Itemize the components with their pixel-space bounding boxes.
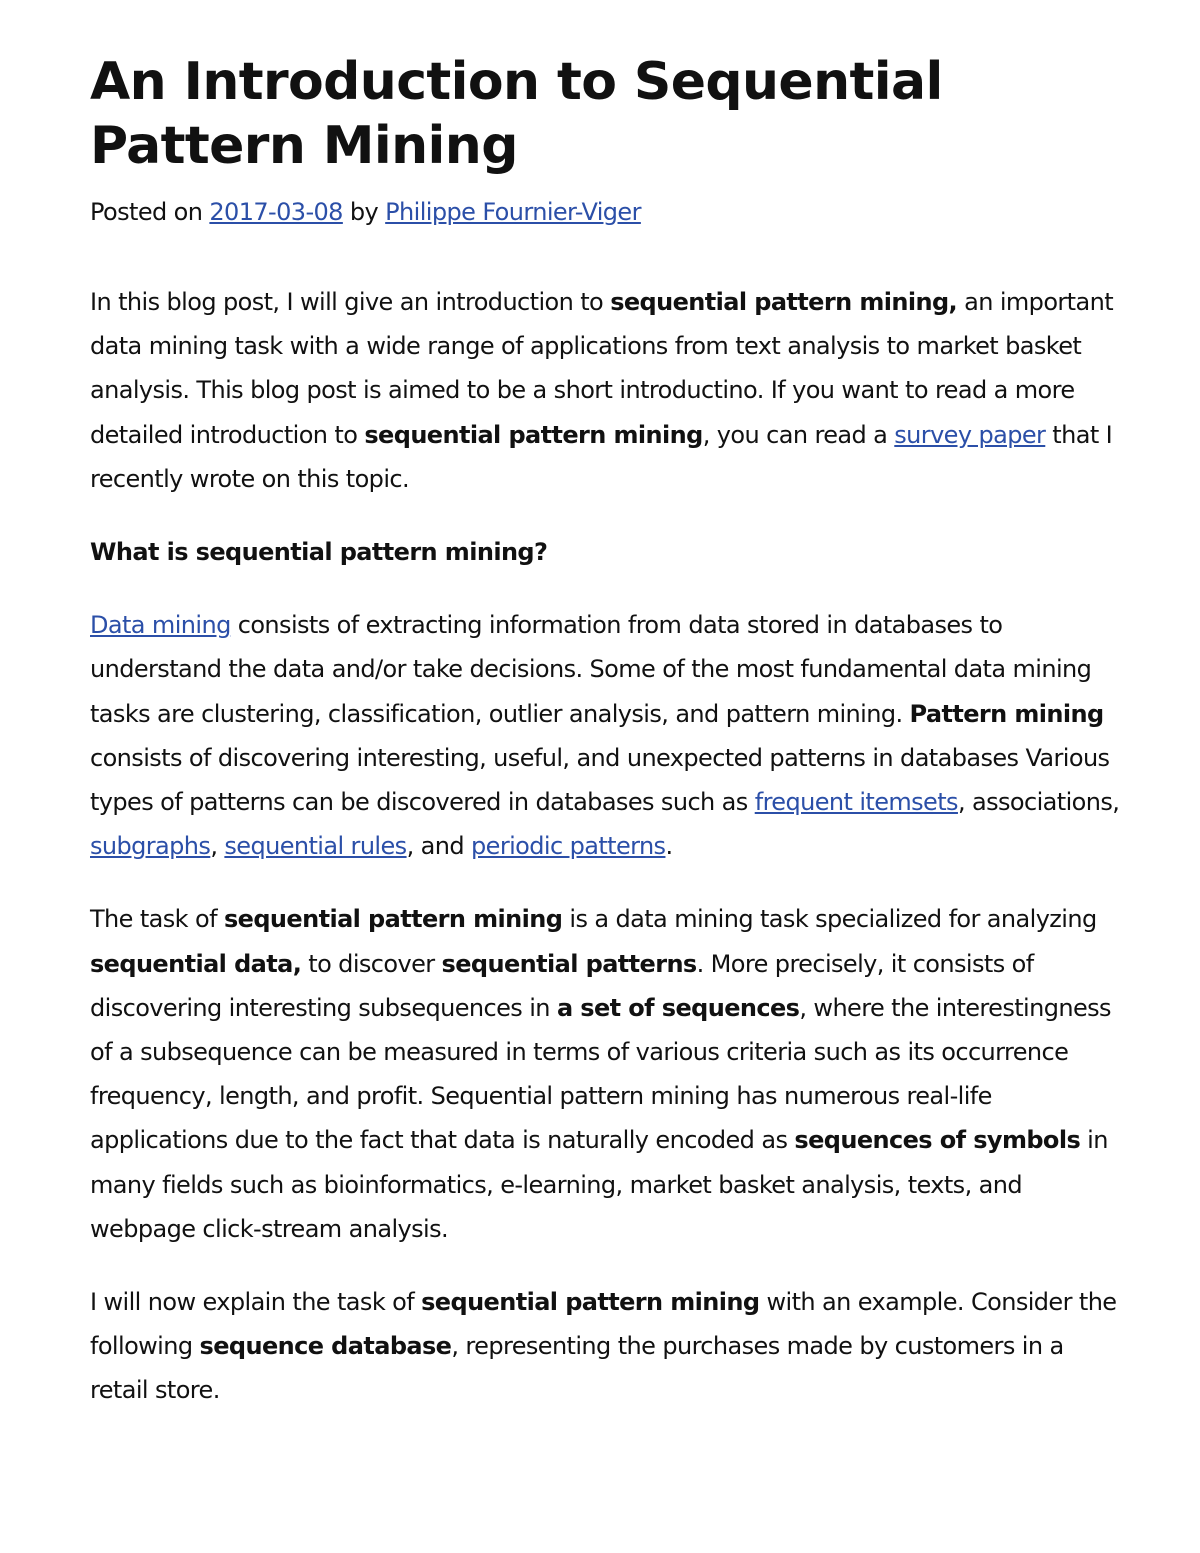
example-paragraph xyxy=(90,1280,1120,1413)
bold-text: sequential pattern mining xyxy=(364,420,703,449)
by-label: by xyxy=(349,198,379,226)
frequent-itemsets-link[interactable]: frequent itemsets xyxy=(754,788,958,817)
intro-paragraph xyxy=(90,280,1120,501)
text: , associations, xyxy=(957,788,1120,817)
bold-text: sequence database xyxy=(199,1332,452,1361)
text: that I recently wrote on this topic. xyxy=(90,420,1113,493)
data-mining-link[interactable]: Data mining xyxy=(90,611,231,640)
bold-text: sequential pattern mining xyxy=(421,1288,760,1317)
author-link[interactable]: Philippe Fournier-Viger xyxy=(385,198,641,226)
text: to discover xyxy=(301,949,442,978)
bold-text: Pattern mining xyxy=(909,699,1104,728)
text: , xyxy=(210,832,225,861)
bold-text: sequences of symbols xyxy=(794,1126,1081,1155)
task-paragraph xyxy=(90,897,1120,1251)
text: with an example. Consider the following xyxy=(90,1288,1117,1361)
text: , representing the purchases made by customers in a retail store. xyxy=(90,1332,1064,1405)
text: , and xyxy=(406,832,472,861)
posted-on-label: Posted on xyxy=(90,198,203,226)
text: an important data mining task with a wide range of applications from text analysis to market basket analysis. This blog post is aimed to be a short introductino. If you want to read a more detailed introduction to xyxy=(90,288,1114,449)
bold-text: a set of sequences xyxy=(556,993,800,1022)
text: in many fields such as bioinformatics, e-learning, market basket analysis, texts, and webpage click-stream analysis. xyxy=(90,1126,1108,1243)
article xyxy=(90,50,1120,1413)
sequential-rules-link[interactable]: sequential rules xyxy=(224,832,407,861)
bold-text: sequential pattern mining xyxy=(223,905,563,934)
section-heading: What is sequential pattern mining? xyxy=(90,538,548,567)
text: . xyxy=(665,832,673,861)
survey-paper-link[interactable]: survey paper xyxy=(894,420,1046,449)
subgraphs-link[interactable]: subgraphs xyxy=(90,832,211,861)
data-mining-paragraph xyxy=(90,603,1120,868)
text: , you can read a xyxy=(702,420,895,449)
text: consists of extracting information from data stored in databases to understand the data and/or take decisions. Some of the most fundamental data mining tasks are clustering, classification, outlier analysis, and pattern mining. xyxy=(90,611,1092,728)
text: The task of xyxy=(90,905,224,934)
text: is a data mining task specialized for analyzing xyxy=(562,905,1097,934)
text: In this blog post, I will give an introduction to xyxy=(90,288,611,316)
text: . More precisely, it consists of discovering interesting subsequences in xyxy=(90,949,1034,1022)
post-meta xyxy=(90,196,1120,228)
bold-text: sequential pattern mining, xyxy=(610,288,958,316)
text: consists of discovering interesting, useful, and unexpected patterns in databases Various types of patterns can be discovered in databases such as xyxy=(90,743,1110,817)
page-title: An Introduction to Sequential Pattern Mining xyxy=(90,52,943,176)
bold-text: sequential data, xyxy=(90,949,302,978)
periodic-patterns-link[interactable]: periodic patterns xyxy=(471,832,666,861)
text: , where the interestingness of a subsequence can be measured in terms of various criteria such as its occurrence frequency, length, and profit. Sequential pattern mining has numerous real-life applications due to the fact that data is naturally encoded as xyxy=(90,993,1111,1155)
post-date-link[interactable]: 2017-03-08 xyxy=(209,198,343,226)
text: I will now explain the task of xyxy=(90,1288,422,1317)
bold-text: sequential patterns xyxy=(441,949,697,978)
